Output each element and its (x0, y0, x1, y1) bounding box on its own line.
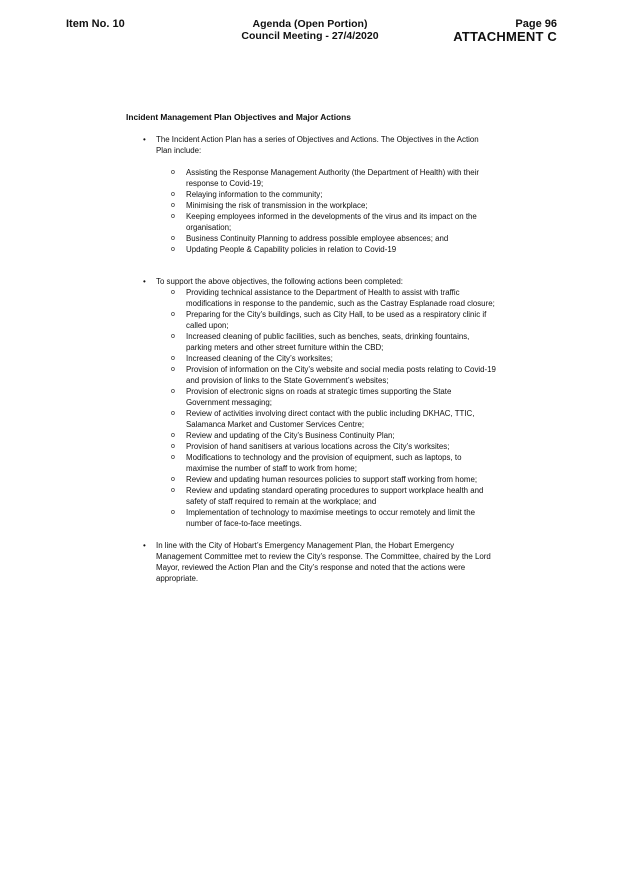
section-title: Incident Management Plan Objectives and Major Actions (126, 112, 351, 122)
list-item (156, 200, 496, 211)
list-item (156, 331, 496, 353)
list-item-text: Provision of hand sanitisers at various locations across the City’s worksites; (186, 442, 450, 451)
bullet-text: To support the above objectives, the following actions been completed: (156, 277, 403, 286)
bullet-text: The Incident Action Plan has a series of Objectives and Actions. The Objectives in the Action Plan include: (156, 135, 479, 155)
list-item-text: Preparing for the City’s buildings, such as City Hall, to be used as a respiratory clinic if called upon; (186, 310, 487, 330)
document-body (126, 112, 496, 584)
list-item (156, 233, 496, 244)
agenda-title: Agenda (Open Portion) (252, 18, 368, 30)
sub-bullet-marker: o (171, 487, 175, 494)
actions-list (156, 287, 496, 529)
list-item-text: Modifications to technology and the provision of equipment, such as laptops, to maximise the number of staff to work from home; (186, 453, 462, 473)
list-item-text: Updating People & Capability policies in relation to Covid-19 (186, 245, 397, 254)
sub-bullet-marker: o (171, 202, 175, 209)
meeting-date: Council Meeting - 27/4/2020 (241, 30, 379, 42)
sub-bullet-marker: o (171, 454, 175, 461)
bullet-marker: • (143, 277, 146, 286)
list-item-text: Provision of information on the City’s website and social media posts relating to Covid-19 and provision of links to the State Government’s websites; (186, 365, 496, 385)
list-item (156, 386, 496, 408)
list-item-text: Review and updating human resources policies to support staff working from home; (186, 475, 478, 484)
sub-bullet-marker: o (171, 246, 175, 253)
list-item (156, 364, 496, 386)
list-item (156, 287, 496, 309)
list-item-text: Provision of electronic signs on roads at strategic times supporting the State Government messaging; (186, 387, 452, 407)
list-item-text: Increased cleaning of the City’s worksites; (186, 354, 333, 363)
sub-bullet-marker: o (171, 366, 175, 373)
bullet-text: In line with the City of Hobart’s Emergency Management Plan, the Hobart Emergency Management Committee met to review the City’s response. The Committee, chaired by the Lord Mayor, reviewed the Action Plan and the City’s response and noted that the actions were appropriate. (156, 541, 491, 583)
objectives-list (156, 167, 496, 255)
sub-bullet-marker: o (171, 289, 175, 296)
list-item-text: Keeping employees informed in the developments of the virus and its impact on the organisation; (186, 212, 477, 232)
list-item (156, 189, 496, 200)
list-item (156, 430, 496, 441)
list-item-text: Assisting the Response Management Authority (the Department of Health) with their response to Covid-19; (186, 168, 479, 188)
list-item-text: Review and updating of the City’s Business Continuity Plan; (186, 431, 395, 440)
sub-bullet-marker: o (171, 443, 175, 450)
sub-bullet-marker: o (171, 169, 175, 176)
list-item-text: Increased cleaning of public facilities, such as benches, seats, drinking fountains, parking meters and other street furniture within the CBD; (186, 332, 470, 352)
list-item (156, 408, 496, 430)
sub-bullet-marker: o (171, 191, 175, 198)
list-item (156, 211, 496, 233)
sub-bullet-marker: o (171, 355, 175, 362)
agenda-heading (210, 18, 410, 42)
sub-bullet-marker: o (171, 333, 175, 340)
sub-bullet-marker: o (171, 235, 175, 242)
sub-bullet-marker: o (171, 476, 175, 483)
list-item-text: Review and updating standard operating procedures to support workplace health and safety of staff required to remain at the workplace; and (186, 486, 484, 506)
list-item (156, 441, 496, 452)
list-item-text: Minimising the risk of transmission in the workplace; (186, 201, 368, 210)
list-item-text: Providing technical assistance to the Department of Health to assist with traffic modifications in response to the pandemic, such as the Castray Esplanade road closure; (186, 288, 495, 308)
sub-bullet-marker: o (171, 410, 175, 417)
list-item (156, 507, 496, 529)
sub-bullet-marker: o (171, 213, 175, 220)
sub-bullet-marker: o (171, 311, 175, 318)
list-item (156, 244, 496, 255)
page-number: Page 96 (515, 18, 557, 30)
attachment-label: ATTACHMENT C (453, 29, 557, 44)
page-info (440, 18, 557, 44)
bullet-committee-review (126, 540, 496, 584)
list-item (156, 452, 496, 474)
list-item-text: Review of activities involving direct contact with the public including DKHAC, TTIC, Salamanca Market and Customer Services Centre; (186, 409, 475, 429)
list-item (156, 353, 496, 364)
list-item-text: Implementation of technology to maximise meetings to occur remotely and limit the number of face-to-face meetings. (186, 508, 476, 528)
list-item-text: Relaying information to the community; (186, 190, 323, 199)
sub-bullet-marker: o (171, 432, 175, 439)
list-item (156, 474, 496, 485)
bullet-actions (126, 276, 496, 529)
bullet-marker: • (143, 135, 146, 144)
item-number: Item No. 10 (66, 18, 125, 30)
bullet-objectives (126, 134, 496, 255)
bullet-marker: • (143, 541, 146, 550)
sub-bullet-marker: o (171, 509, 175, 516)
list-item (156, 167, 496, 189)
list-item (156, 309, 496, 331)
list-item (156, 485, 496, 507)
list-item-text: Business Continuity Planning to address possible employee absences; and (186, 234, 449, 243)
sub-bullet-marker: o (171, 388, 175, 395)
